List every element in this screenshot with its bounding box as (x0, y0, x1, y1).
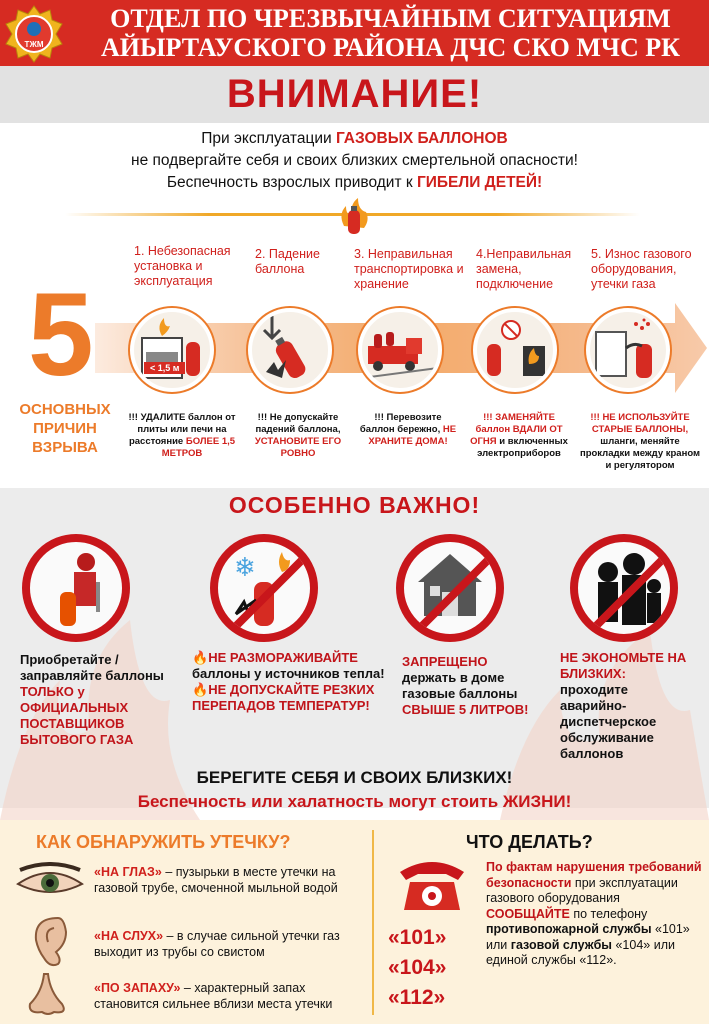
important-1b: ТОЛЬКО у ОФИЦИАЛЬНЫХ ПОСТАВЩИКОВ БЫТОВОГО ГАЗА (20, 684, 134, 747)
prohibition-circle-1 (22, 534, 130, 642)
cause-tip-5b: шланги, меняйте прокладки между краном и регулятором (579, 436, 701, 471)
cause-circle-2 (248, 308, 332, 392)
leak-nose (94, 980, 369, 1012)
intro-l1b: ГАЗОВЫХ БАЛЛОНОВ (335, 130, 508, 147)
cause-title-5: 5. Износ газового оборудования, утечки газа (591, 247, 692, 291)
cause-tip-2b: УСТАНОВИТЕ ЕГО РОВНО (254, 436, 342, 459)
flame-bullet-icon: 🔥 (192, 682, 209, 697)
important-text-3 (402, 654, 542, 718)
leak-nose-b: – характерный запах становится сильнее вблизи места утечки (94, 981, 333, 1011)
header-banner (0, 0, 709, 66)
important-3a: ЗАПРЕЩЕНО (402, 654, 488, 669)
important-4b: проходите аварийно-диспетчерское обслуживание баллонов (560, 682, 657, 761)
logo-text: ТЖМ (24, 40, 44, 49)
intro-l3a: Беспечность взрослых приводит к (166, 174, 417, 191)
important-2c: НЕ ДОПУСКАЙТЕ РЕЗКИХ ПЕРЕПАДОВ ТЕМПЕРАТУР! (192, 682, 375, 713)
big-number-5: 5 (28, 269, 94, 401)
distance-badge: < 1,5 м (144, 362, 185, 374)
cause-circle-1 (130, 308, 214, 392)
eye-icon (14, 862, 86, 902)
cause-title-1: 1. Небезопасная установка и эксплуатация (134, 244, 231, 288)
cause-tip-1a: !!! УДАЛИТЕ баллон от плиты или печи на расстояние (128, 412, 236, 447)
cause-tip-1b: БОЛЕЕ 1,5 МЕТРОВ (161, 436, 236, 459)
intro-l2: не подвергайте себя и своих близких смертельной опасности! (131, 152, 578, 169)
what-text (486, 860, 706, 969)
important-3c: СВЫШЕ 5 ЛИТРОВ! (402, 702, 529, 717)
important-text-2 (192, 650, 392, 714)
cause-circle-5 (586, 308, 670, 392)
important-4a: НЕ ЭКОНОМЬТЕ НА БЛИЗКИХ: (560, 650, 687, 681)
important-2a: НЕ РАЗМОРАЖИВАЙТЕ (208, 650, 358, 665)
protect-slogan: БЕРЕГИТЕ СЕБЯ И СВОИХ БЛИЗКИХ! (196, 768, 513, 787)
leak-ear-b: – в случае сильной утечки газ выходит из трубы со свистом (94, 929, 340, 959)
cause-tip-2 (244, 412, 352, 460)
what-t3: СООБЩАЙТЕ (486, 906, 570, 921)
leak-eye-a: «НА ГЛАЗ» (94, 865, 162, 879)
cause-circle-4 (473, 308, 557, 392)
prohibition-circle-2 (210, 534, 318, 642)
cause-tip-3b: НЕ ХРАНИТЕ ДОМА! (368, 424, 457, 447)
important-text-4 (560, 650, 690, 762)
number-112: «112» (388, 986, 446, 1009)
cause-tip-3 (358, 412, 458, 448)
causes-label: ОСНОВНЫХ ПРИЧИН ВЗРЫВА (19, 401, 111, 456)
careless-slogan: Беспечность или халатность могут стоить ЖИЗНИ! (137, 792, 572, 811)
leak-ear (94, 928, 369, 960)
cause-tip-1 (124, 412, 240, 460)
important-3b: держать в доме газовые баллоны (402, 670, 518, 701)
header-line1: ОТДЕЛ ПО ЧРЕЗВЫЧАЙНЫМ СИТУАЦИЯМ (110, 4, 671, 33)
important-1a: Приобретайте / заправляйте баллоны (20, 652, 164, 683)
cause-tip-4a: !!! ЗАМЕНЯЙТЕ баллон ВДАЛИ ОТ ОГНЯ (470, 412, 563, 447)
intro-l3b: ГИБЕЛИ ДЕТЕЙ! (416, 174, 543, 191)
what-t6: «101» или (486, 922, 690, 952)
bottom-divider (372, 830, 374, 1015)
leak-title: КАК ОБНАРУЖИТЬ УТЕЧКУ? (36, 832, 291, 852)
number-104: «104» (388, 956, 447, 979)
emergency-emblem-icon (4, 4, 64, 64)
cause-title-3: 3. Неправильная транспортировка и хранение (354, 247, 464, 291)
cause-title-2: 2. Падение баллона (255, 247, 320, 276)
cause-tip-4b: и включенных электроприборов (477, 436, 568, 459)
cause-circle-3 (358, 308, 442, 392)
cause-tip-5a: !!! НЕ ИСПОЛЬЗУЙТЕ СТАРЫЕ БАЛЛОНЫ, (590, 412, 690, 435)
attention-title: ВНИМАНИЕ! (226, 72, 483, 116)
leak-nose-a: «ПО ЗАПАХУ» (94, 981, 181, 995)
svg-text:❄: ❄ (234, 552, 256, 582)
what-t2: при эксплуатации газового оборудования (486, 875, 678, 905)
cause-tip-2a: !!! Не допускайте падений баллона, (255, 412, 341, 435)
prohibition-circle-4 (570, 534, 678, 642)
important-text-1 (20, 652, 170, 748)
what-t5: противопожарной службы (486, 922, 652, 936)
header-line2: АЙЫРТАУСКОГО РАЙОНА ДЧС СКО МЧС РК (100, 33, 681, 62)
important-2b: баллоны у источников тепла! (192, 666, 385, 681)
cause-tip-4 (466, 412, 572, 460)
cause-tip-3a: !!! Перевозите баллон бережно, (359, 412, 443, 435)
prohibition-circle-3 (396, 534, 504, 642)
important-title: ОСОБЕННО ВАЖНО! (228, 492, 481, 518)
what-t4: по телефону (569, 906, 648, 921)
what-t1: По фактам нарушения требований безопасности (486, 860, 702, 890)
what-t8: «104» или единой службы «112». (486, 937, 675, 967)
leak-eye-b: – пузырьки в месте утечки на газовой трубе, смоченной мыльной водой (94, 865, 338, 895)
flame-bullet-icon: 🔥 (192, 650, 209, 665)
what-title: ЧТО ДЕЛАТЬ? (466, 832, 593, 852)
leak-ear-a: «НА СЛУХ» (94, 929, 164, 943)
nose-icon (22, 972, 70, 1018)
phone-icon (396, 856, 468, 914)
ear-icon (28, 914, 72, 970)
what-t7: газовой службы (510, 937, 612, 952)
intro-l1a: При эксплуатации (201, 130, 336, 147)
leak-eye (94, 864, 369, 896)
intro-text (0, 128, 709, 194)
cause-tip-5 (576, 412, 704, 472)
number-101: «101» (388, 926, 447, 949)
cause-title-4: 4.Неправильная замена, подключение (476, 247, 572, 291)
cylinder-fire-icon (334, 196, 374, 238)
